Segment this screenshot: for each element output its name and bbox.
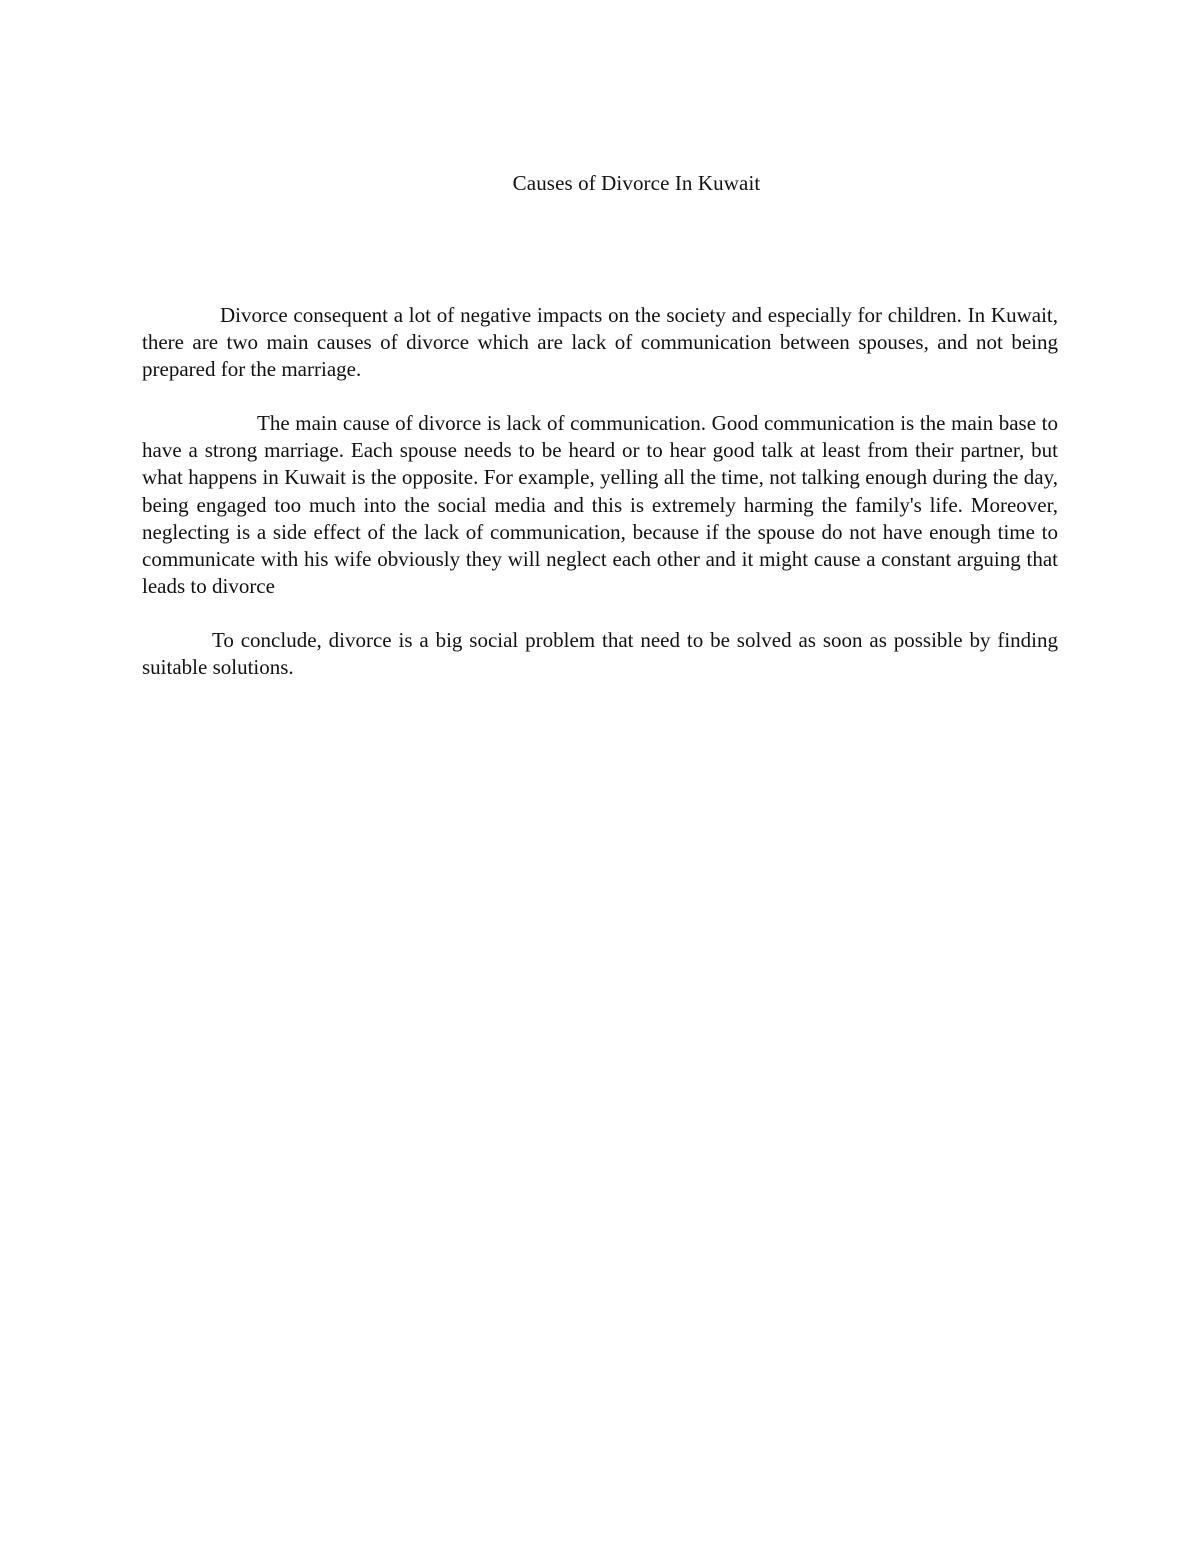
paragraph-conclusion: To conclude, divorce is a big social problem that need to be solved as soon as possible by finding suitable solutions.: [142, 628, 1058, 680]
document-title: Causes of Divorce In Kuwait: [512, 171, 761, 195]
paragraph-body: The main cause of divorce is lack of communication. Good communication is the main base to have a strong marriage. Each spouse needs to be heard or to hear good talk at least from their partner, but what happens in Kuwait is the opposite. For example, yelling all the time, not talking enough during the day, being engaged too much into the social media and this is extremely harming the family's life. Moreover, neglecting is a side effect of the lack of communication, because if the spouse do not have enough time to communicate with his wife obviously they will neglect each other and it might cause a constant arguing that leads to divorce: [142, 411, 1058, 599]
paragraph-introduction: Divorce consequent a lot of negative impacts on the society and especially for children. In Kuwait, there are two main causes of divorce which are lack of communication between spouses, and not being prepared for the marriage.: [142, 303, 1058, 382]
